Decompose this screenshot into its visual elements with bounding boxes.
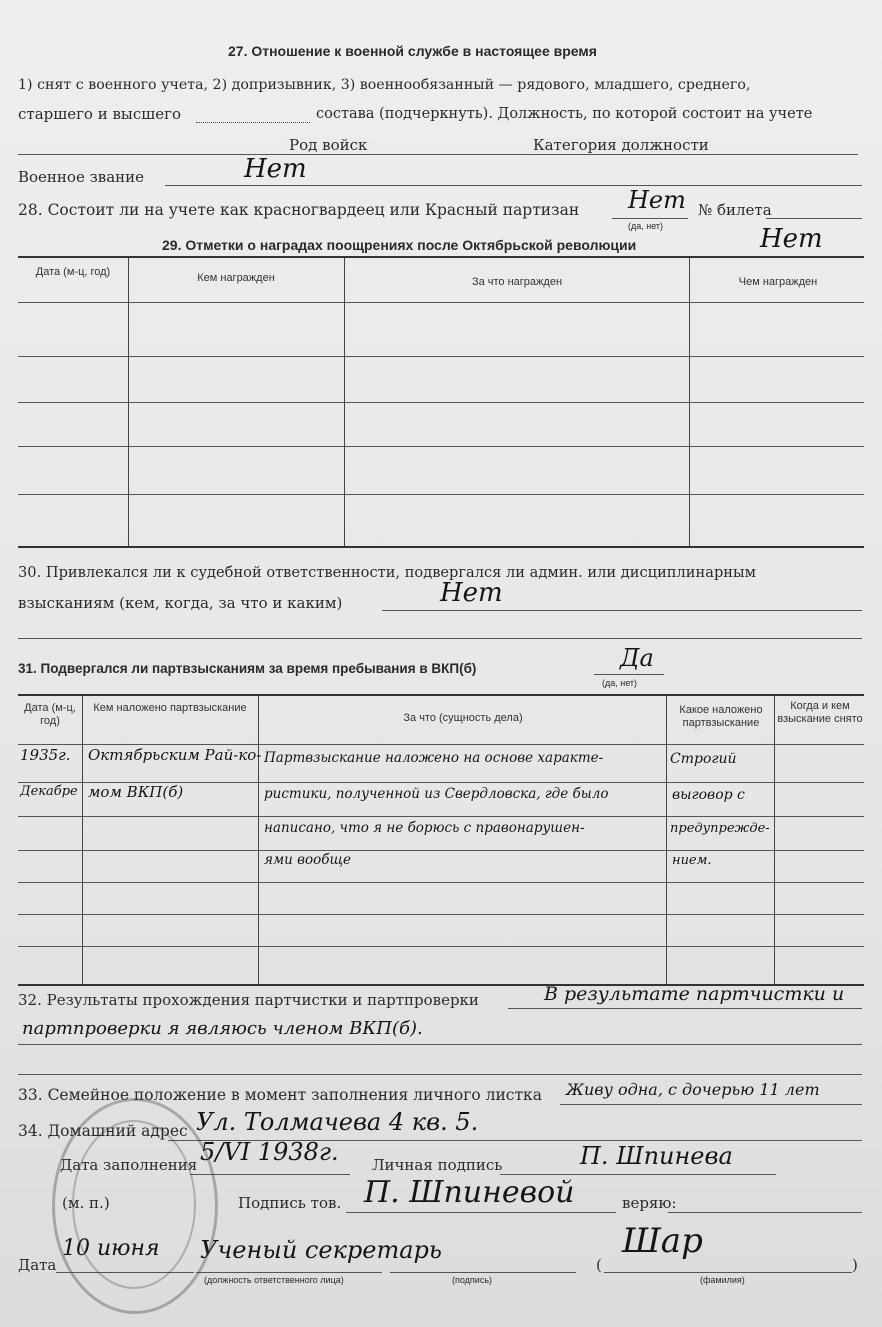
s28-bilet: № билета [698, 201, 772, 219]
s32-label: 32. Результаты прохождения партчистки и партпроверки [18, 991, 479, 1009]
date-filled-value: 5/VI 1938г. [200, 1138, 339, 1166]
s29-value: Нет [760, 224, 823, 254]
awards-table [18, 256, 864, 548]
zvanie-line [165, 185, 862, 186]
penalties-col-sep [82, 696, 83, 984]
zvanie-value: Нет [244, 154, 307, 184]
awards-row-line [18, 494, 864, 495]
s28-bilet-line [766, 218, 862, 219]
penalty-date-month: Декабре [20, 784, 78, 799]
s30-line1: 30. Привлекался ли к судебной ответственности, подвергался ли админ. или дисциплинарным [18, 564, 756, 581]
s33-line [560, 1104, 862, 1105]
s27-line3 [18, 154, 858, 155]
role-value: Ученый секретарь [200, 1236, 442, 1264]
awards-row-line [18, 402, 864, 403]
s28-label: 28. Состоит ли на учете как красногвардеец или Красный партизан [18, 201, 580, 219]
podpis-value: П. Шпиневой [364, 1175, 575, 1210]
paren-open: ( [596, 1256, 602, 1274]
awards-row-line [18, 356, 864, 357]
s30-line2: взысканиям (кем, когда, за что и каким) [18, 594, 343, 612]
awards-header-what: За что награжден [471, 276, 563, 288]
penalty-date-year: 1935г. [20, 746, 71, 764]
resp-hint: (должность ответственного лица) [204, 1275, 344, 1285]
penalties-header-kind: Какое наложено партвзыскание [679, 704, 763, 730]
s31-hint: (да, нет) [602, 678, 638, 688]
data2-value: 10 июня [62, 1236, 160, 1261]
awards-header-who: Кем награжден [197, 272, 275, 284]
penalties-table [18, 694, 864, 986]
penalties-header-what: За что (сущность дела) [403, 712, 523, 724]
penalty-what-3: написано, что я не борюсь с правонарушен- [264, 820, 585, 836]
s27-line1: 1) снят с военного учета, 2) допризывник, 3) военнообязанный — рядового, младшего, среднего, [18, 77, 751, 93]
s27-title: 27. Отношение к военной службе в настоящее время [228, 43, 597, 59]
penalties-header-line [18, 744, 864, 745]
penalty-what-2: ристики, полученной из Свердловска, где было [264, 786, 609, 802]
date-filled-label: Дата заполнения [60, 1156, 198, 1174]
penalties-row-line [18, 816, 864, 817]
penalties-row-line [18, 882, 864, 883]
s30-line [382, 610, 862, 611]
s33-label: 33. Семейное положение в момент заполнения личного листка [18, 1086, 542, 1104]
sig2-value: Шар [622, 1221, 703, 1261]
s34-value: Ул. Толмачева 4 кв. 5. [196, 1108, 479, 1136]
familia-hint: (фамилия) [700, 1275, 745, 1285]
podpis-line [346, 1212, 616, 1213]
s27-dotted [196, 122, 310, 123]
s32-line1 [508, 1008, 862, 1009]
awards-header-date: Дата (м-ц, год) [35, 266, 111, 278]
penalties-col-sep [774, 696, 775, 984]
s27-line2b: состава (подчеркнуть). Должность, по которой состоит на учете [316, 106, 813, 122]
s32-value2: партпроверки я являюсь членом ВКП(б). [22, 1018, 423, 1039]
penalty-kind-3: предупрежде- [670, 821, 770, 836]
s29-title: 29. Отметки о наградах поощрениях после Октябрьской революции [162, 237, 637, 253]
penalties-col-sep [666, 696, 667, 984]
penalties-row-line [18, 850, 864, 851]
penalties-header-who: Кем наложено партвзыскание [93, 702, 247, 714]
penalty-what-4: ями вообще [264, 852, 351, 868]
penalties-header-removed: Когда и кем взыскание снято [777, 700, 863, 726]
penalties-col-sep [258, 696, 259, 984]
personal-sign-label: Личная подпись [372, 1156, 503, 1174]
penalty-kind-4: нием. [672, 853, 712, 868]
role-line [196, 1272, 382, 1273]
penalties-row-line [18, 914, 864, 915]
s32-value1: В результате партчистки и [544, 983, 845, 1005]
penalty-kind-2: выговор с [672, 787, 745, 803]
s28-value: Нет [628, 186, 686, 214]
round-stamp-inner [72, 1120, 196, 1289]
sig2-line [390, 1272, 576, 1273]
paren-close: ) [852, 1256, 858, 1274]
awards-header-with: Чем награжден [738, 276, 818, 288]
mp-label: (м. п.) [62, 1194, 110, 1212]
veryayu-label: веряю: [622, 1194, 677, 1212]
s33-value: Живу одна, с дочерью 11 лет [566, 1080, 820, 1099]
familia-line [604, 1272, 852, 1273]
data2-label: Дата [18, 1256, 57, 1274]
penalty-kind-1: Строгий [670, 751, 737, 767]
zvanie-label: Военное звание [18, 168, 145, 186]
s31-value: Да [620, 644, 654, 672]
s28-hint: (да, нет) [628, 221, 664, 231]
penalty-who-1: Октябрьским Рай-ко- [88, 746, 262, 764]
rod-voisk-label: Род войск [286, 138, 370, 153]
s30-value: Нет [440, 578, 503, 608]
penalties-header-date: Дата (м-ц, год) [24, 702, 76, 728]
s28-line [612, 218, 688, 219]
penalties-row-line [18, 946, 864, 947]
s31-line [594, 674, 664, 675]
awards-header-line [18, 302, 864, 303]
s32-line3 [18, 1074, 862, 1075]
veryayu-line [668, 1212, 862, 1213]
podpis-hint: (подпись) [452, 1275, 493, 1285]
s30-extra-line [18, 638, 862, 639]
podpis-label: Подпись тов. [238, 1194, 342, 1212]
kategoriya-label: Категория должности [530, 138, 712, 153]
s34-label: 34. Домашний адрес [18, 1122, 188, 1140]
s31-title: 31. Подвергался ли партвзысканиям за время пребывания в ВКП(б) [18, 661, 477, 676]
personal-sign-value: П. Шпинева [580, 1142, 733, 1170]
s27-line2a: старшего и высшего [18, 105, 181, 123]
awards-row-line [18, 446, 864, 447]
penalty-what-1: Партвзыскание наложено на основе характе- [264, 750, 604, 766]
s32-line2 [18, 1044, 862, 1045]
penalty-who-2: мом ВКП(б) [88, 783, 184, 801]
